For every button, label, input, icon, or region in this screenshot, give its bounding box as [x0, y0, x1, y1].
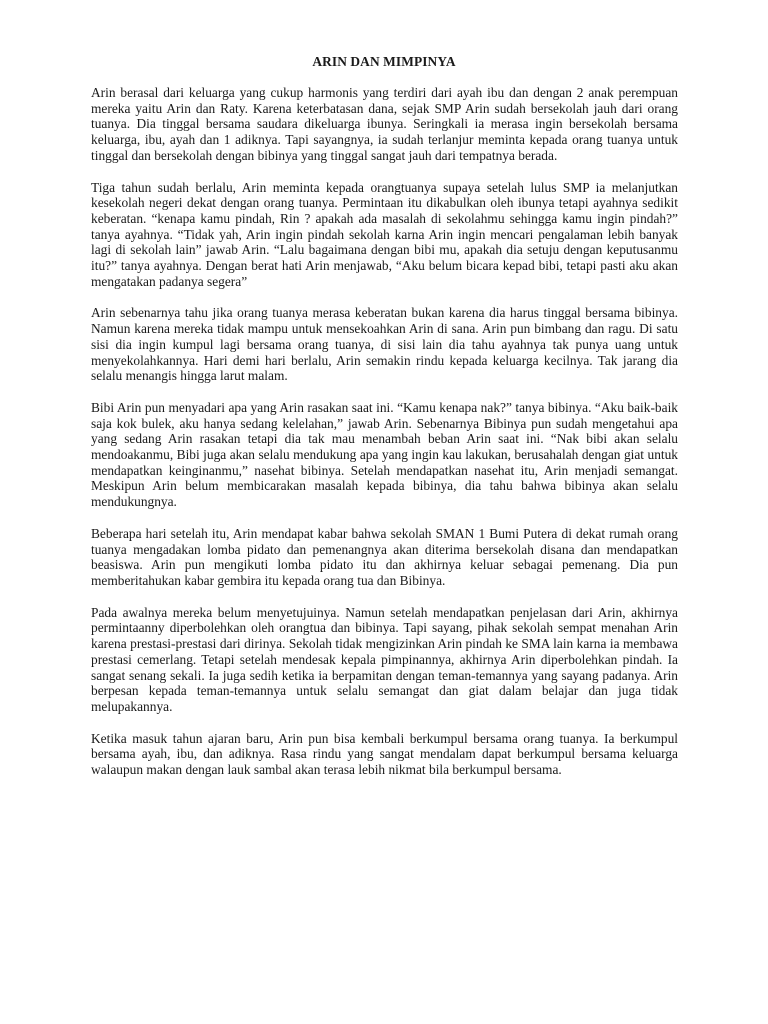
document-body [91, 85, 678, 794]
paragraph-2: Tiga tahun sudah berlalu, Arin meminta kepada orangtuanya supaya setelah lulus SMP ia melanjutkan kesekolah negeri dekat dengan orang tuanya. Permintaan itu dikabulkan oleh ibunya tetapi ayahnya sedikit keberatan. “kenapa kamu pindah, Rin ? apakah ada masalah di sekolahmu sehingga kamu ingin pindah?” tanya ayahnya. “Tidak yah, Arin ingin pindah sekolah karna Arin ingin mencari pengalaman lebih banyak lagi di sekolah lain” jawab Arin. “Lalu bagaimana dengan bibi mu, apakah dia setuju dengan keputusanmu itu?” tanya ayahnya. Dengan berat hati Arin menjawab, “Aku belum bicara kepad bibi, tetapi pasti aku akan mengatakan padanya segera” [91, 179, 678, 289]
paragraph-3: Arin sebenarnya tahu jika orang tuanya merasa keberatan bukan karena dia harus tinggal bersama bibinya. Namun karena mereka tidak mampu untuk mensekoahkan Arin di sana. Arin pun bimbang dan ragu. Di satu sisi dia ingin kumpul lagi bersama orang tuanya, di sisi lain dia tahu ayahnya tak punya uang untuk menyekolahkannya. Hari demi hari berlalu, Arin semakin rindu kepada keluarga kecilnya. Tak jarang dia selalu menangis hingga larut malam. [91, 305, 678, 384]
paragraph-1: Arin berasal dari keluarga yang cukup harmonis yang terdiri dari ayah ibu dan dengan 2 anak perempuan mereka yaitu Arin dan Raty. Karena keterbatasan dana, sejak SMP Arin sudah bersekolah jauh dari orang tuanya. Dia tinggal bersama saudara dikeluarga ibunya. Seringkali ia merasa ingin bersekolah bersama keluarga, ibu, ayah dan 1 adiknya. Tapi sayangnya, ia sudah terlanjur meminta kepada orang tuanya untuk tinggal dan bersekolah dengan bibinya yang tinggal sangat jauh dari tempatnya berada. [91, 85, 678, 163]
paragraph-5: Beberapa hari setelah itu, Arin mendapat kabar bahwa sekolah SMAN 1 Bumi Putera di dekat rumah orang tuanya mengadakan lomba pidato dan pemenangnya akan diterima bersekolah disana dan mendapatkan beasiswa. Arin pun mengikuti lomba pidato itu dan akhirnya keluar sebagai pemenang. Dia pun memberitahukan kabar gembira itu kepada orang tua dan Bibinya. [91, 525, 678, 588]
paragraph-6: Pada awalnya mereka belum menyetujuinya. Namun setelah mendapatkan penjelasan dari Arin, akhirnya permintaanny diperbolehkan oleh orangtua dan bibinya. Tapi sayang, pihak sekolah sempat menahan Arin karena prestasi-prestasi dari dirinya. Sekolah tidak mengizinkan Arin pindah ke SMA lain karna ia membawa prestasi cemerlang. Tetapi setelah mendesak kepala pimpinannya, akhirnya Arin diperbolehkan pindah. Ia sangat senang sekali. Ia juga sedih ketika ia berpamitan dengan teman-temannya yang sayang padanya. Arin berpesan kepada teman-temannya untuk selalu semangat dan giat dalam belajar dan juga tidak melupakannya. [91, 604, 678, 714]
paragraph-4: Bibi Arin pun menyadari apa yang Arin rasakan saat ini. “Kamu kenapa nak?” tanya bibinya. “Aku baik-baik saja kok bulek, aku hanya sedang kelelahan,” jawab Arin. Sebenarnya Bibinya pun sudah mengetahui apa yang sedang Arin rasakan tetapi dia tak mau menambah beban Arin saat ini. “Nak bibi akan selalu mendoakanmu, Bibi juga akan selalu mendukung apa yang ingin kau lakukan, berusahalah dengan giat untuk mendapatkan keinginanmu,” nasehat bibinya. Setelah mendapatkan nasehat itu, Arin menjadi semangat. Meskipun Arin belum membicarakan masalah kepada bibinya, dia tahu bahwa bibinya akan selalu mendukungnya. [91, 399, 678, 510]
paragraph-7: Ketika masuk tahun ajaran baru, Arin pun bisa kembali berkumpul bersama orang tuanya. Ia berkumpul bersama ayah, ibu, dan adiknya. Rasa rindu yang sangat mendalam dapat berkumpul bersama keluarga walaupun makan dengan lauk sambal akan terasa lebih nikmat bila berkumpul bersama. [91, 730, 678, 778]
document-title: ARIN DAN MIMPINYA [312, 54, 456, 69]
